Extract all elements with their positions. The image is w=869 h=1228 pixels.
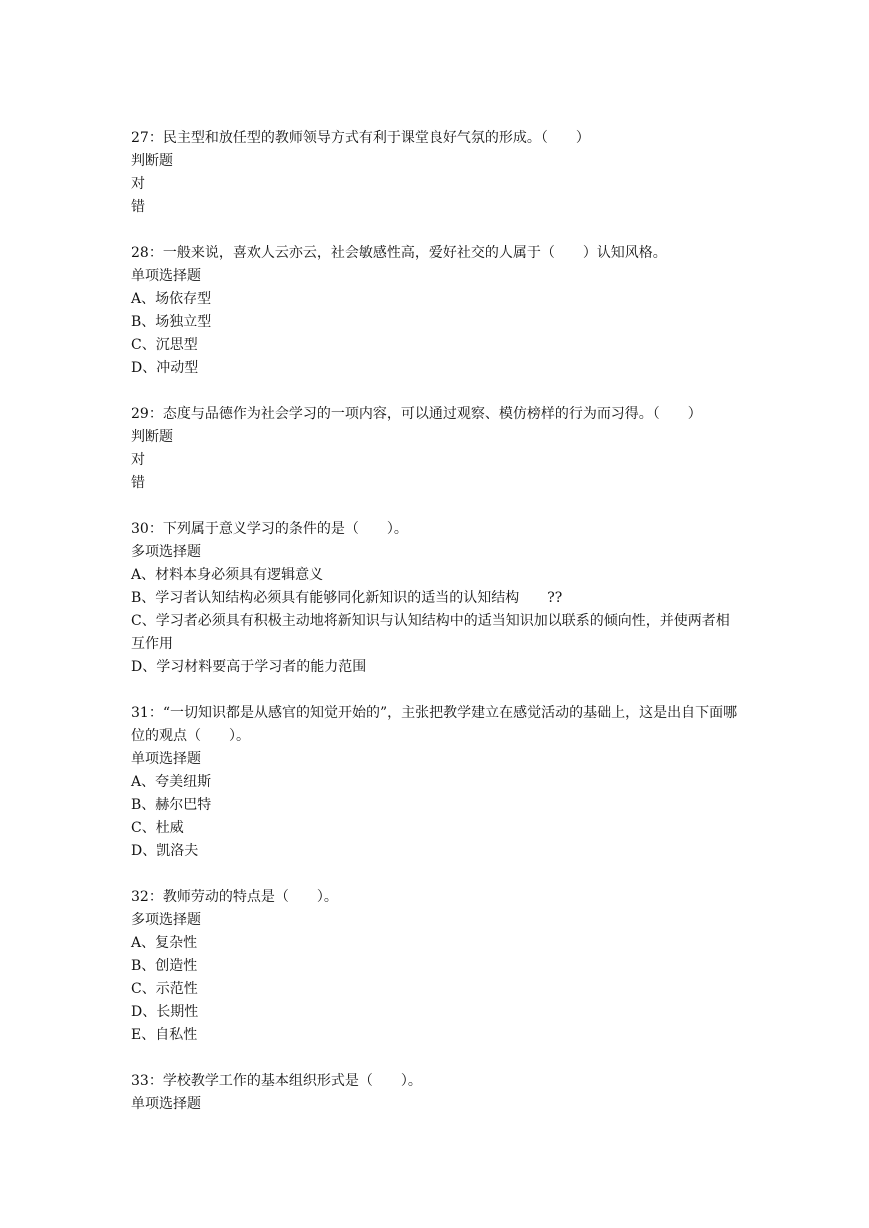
question-33 [131, 1070, 743, 1116]
option-c[interactable]: C、沉思型 [131, 337, 198, 353]
option-d[interactable]: D、凯洛夫 [131, 843, 199, 859]
option-b[interactable]: B、学习者认知结构必须具有能够同化新知识的适当的认知结构 ?? [131, 590, 563, 606]
question-28 [131, 242, 743, 380]
option-true[interactable]: 对 [131, 176, 145, 192]
question-stem: 31：“一切知识都是从感官的知觉开始的”，主张把教学建立在感觉活动的基础上，这是出自下面哪位的观点（ ）。 [131, 705, 738, 744]
option-a[interactable]: A、材料本身必须具有逻辑意义 [131, 567, 324, 583]
option-false[interactable]: 错 [131, 199, 145, 215]
question-stem: 27：民主型和放任型的教师领导方式有利于课堂良好气氛的形成。（ ） [131, 130, 590, 146]
question-list [131, 127, 743, 1139]
question-32 [131, 886, 743, 1047]
question-stem: 28：一般来说，喜欢人云亦云，社会敏感性高，爱好社交的人属于（ ）认知风格。 [131, 245, 667, 261]
question-type: 多项选择题 [131, 912, 201, 928]
question-type: 多项选择题 [131, 544, 201, 560]
question-30 [131, 518, 743, 679]
option-false[interactable]: 错 [131, 475, 145, 491]
option-c[interactable]: C、学习者必须具有积极主动地将新知识与认知结构中的适当知识加以联系的倾向性，并使两者相互作用 [131, 613, 730, 652]
option-b[interactable]: B、场独立型 [131, 314, 212, 330]
option-a[interactable]: A、场依存型 [131, 291, 212, 307]
question-29 [131, 403, 743, 495]
option-d[interactable]: D、长期性 [131, 1004, 199, 1020]
question-type: 判断题 [131, 429, 173, 445]
question-type: 单项选择题 [131, 268, 201, 284]
option-c[interactable]: C、示范性 [131, 981, 198, 997]
option-a[interactable]: A、复杂性 [131, 935, 198, 951]
question-stem: 29：态度与品德作为社会学习的一项内容，可以通过观察、模仿榜样的行为而习得。（ ） [131, 406, 702, 422]
question-stem: 32：教师劳动的特点是（ ）。 [131, 889, 338, 905]
question-stem: 33：学校教学工作的基本组织形式是（ ）。 [131, 1073, 422, 1089]
option-b[interactable]: B、创造性 [131, 958, 198, 974]
option-d[interactable]: D、学习材料要高于学习者的能力范围 [131, 659, 367, 675]
question-type: 单项选择题 [131, 1096, 201, 1112]
question-27 [131, 127, 743, 219]
question-type: 判断题 [131, 153, 173, 169]
question-stem: 30：下列属于意义学习的条件的是（ ）。 [131, 521, 408, 537]
option-e[interactable]: E、自私性 [131, 1027, 198, 1043]
question-type: 单项选择题 [131, 751, 201, 767]
option-b[interactable]: B、赫尔巴特 [131, 797, 212, 813]
option-true[interactable]: 对 [131, 452, 145, 468]
option-c[interactable]: C、杜威 [131, 820, 184, 836]
option-d[interactable]: D、冲动型 [131, 360, 199, 376]
option-a[interactable]: A、夸美纽斯 [131, 774, 212, 790]
question-31 [131, 702, 743, 863]
